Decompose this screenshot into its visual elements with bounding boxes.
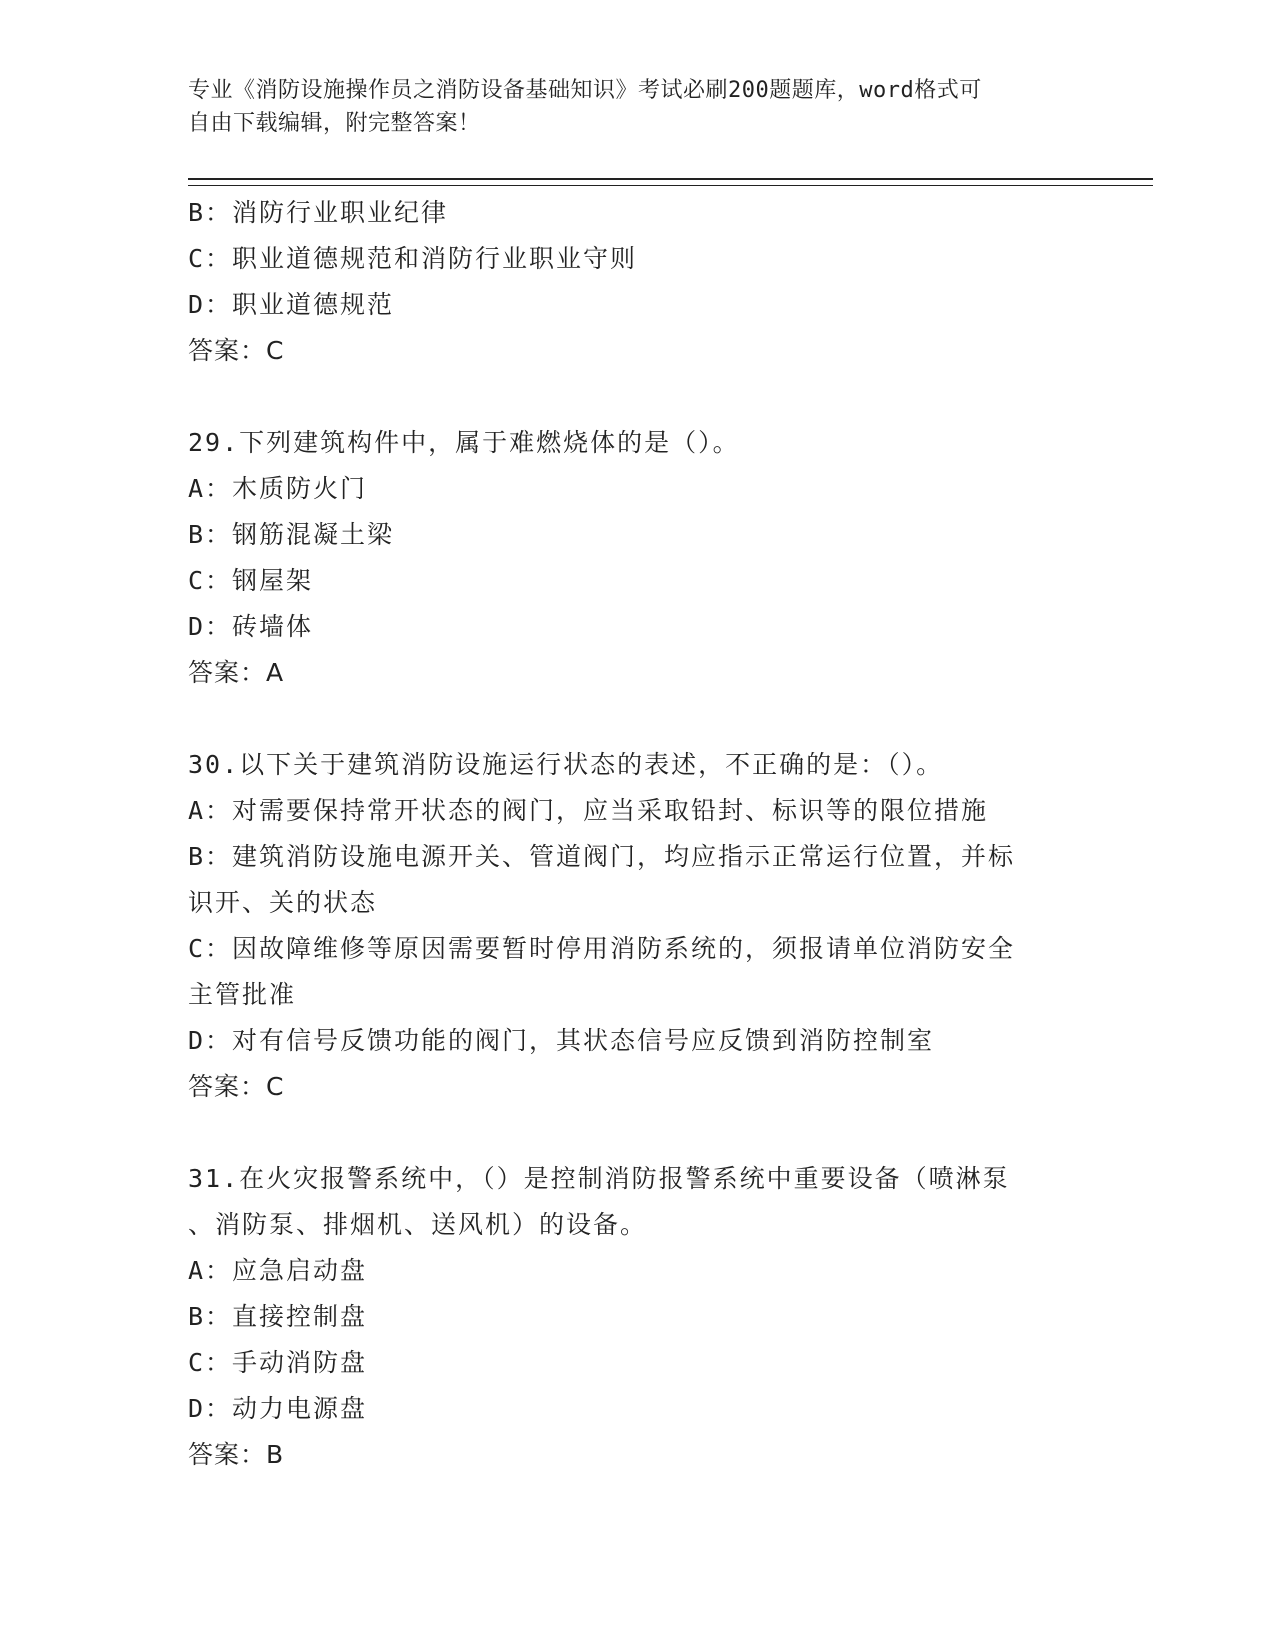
question-spacer bbox=[188, 696, 1088, 742]
option-c: C：手动消防盘 bbox=[188, 1348, 368, 1377]
option-c: C：职业道德规范和消防行业职业守则 bbox=[188, 244, 638, 273]
answer-line: 答案：C bbox=[188, 1072, 285, 1101]
option-a: A：对需要保持常开状态的阀门，应当采取铅封、标识等的限位措施 bbox=[188, 796, 989, 825]
option-d: D：砖墙体 bbox=[188, 612, 314, 641]
option-a: A：应急启动盘 bbox=[188, 1256, 368, 1285]
question-content bbox=[188, 190, 1088, 1478]
option-b: B：钢筋混凝土梁 bbox=[188, 520, 395, 549]
option-a: A：木质防火门 bbox=[188, 474, 368, 503]
header-title-line-1: 专业《消防设施操作员之消防设备基础知识》考试必刷200题题库，word格式可 bbox=[188, 78, 982, 103]
answer-line: 答案：A bbox=[188, 658, 285, 687]
option-c-continued: 主管批准 bbox=[188, 980, 297, 1009]
option-b: B：直接控制盘 bbox=[188, 1302, 368, 1331]
header-title-line-2: 自由下载编辑，附完整答案！ bbox=[188, 111, 481, 136]
question-stem: 31.在火灾报警系统中，（）是控制消防报警系统中重要设备（喷淋泵 bbox=[188, 1164, 1010, 1193]
question-31 bbox=[188, 1156, 1088, 1478]
question-spacer bbox=[188, 374, 1088, 420]
option-b-continued: 识开、关的状态 bbox=[188, 888, 378, 917]
option-d: D：动力电源盘 bbox=[188, 1394, 368, 1423]
option-c: C：钢屋架 bbox=[188, 566, 314, 595]
document-header bbox=[188, 74, 1088, 140]
answer-line: 答案：C bbox=[188, 336, 285, 365]
question-stem-continued: 、消防泵、排烟机、送风机）的设备。 bbox=[188, 1210, 648, 1239]
question-stem: 30.以下关于建筑消防设施运行状态的表述，不正确的是：（）。 bbox=[188, 750, 944, 779]
question-29 bbox=[188, 420, 1088, 696]
question-30 bbox=[188, 742, 1088, 1110]
option-c: C：因故障维修等原因需要暂时停用消防系统的，须报请单位消防安全 bbox=[188, 934, 1016, 963]
question-stem: 29.下列建筑构件中，属于难燃烧体的是（）。 bbox=[188, 428, 740, 457]
option-d: D：对有信号反馈功能的阀门，其状态信号应反馈到消防控制室 bbox=[188, 1026, 935, 1055]
header-divider bbox=[188, 178, 1153, 186]
option-b: B：消防行业职业纪律 bbox=[188, 198, 449, 227]
question-28-partial bbox=[188, 190, 1088, 374]
option-b: B：建筑消防设施电源开关、管道阀门，均应指示正常运行位置，并标 bbox=[188, 842, 1016, 871]
question-spacer bbox=[188, 1110, 1088, 1156]
option-d: D：职业道德规范 bbox=[188, 290, 395, 319]
answer-line: 答案：B bbox=[188, 1440, 285, 1469]
